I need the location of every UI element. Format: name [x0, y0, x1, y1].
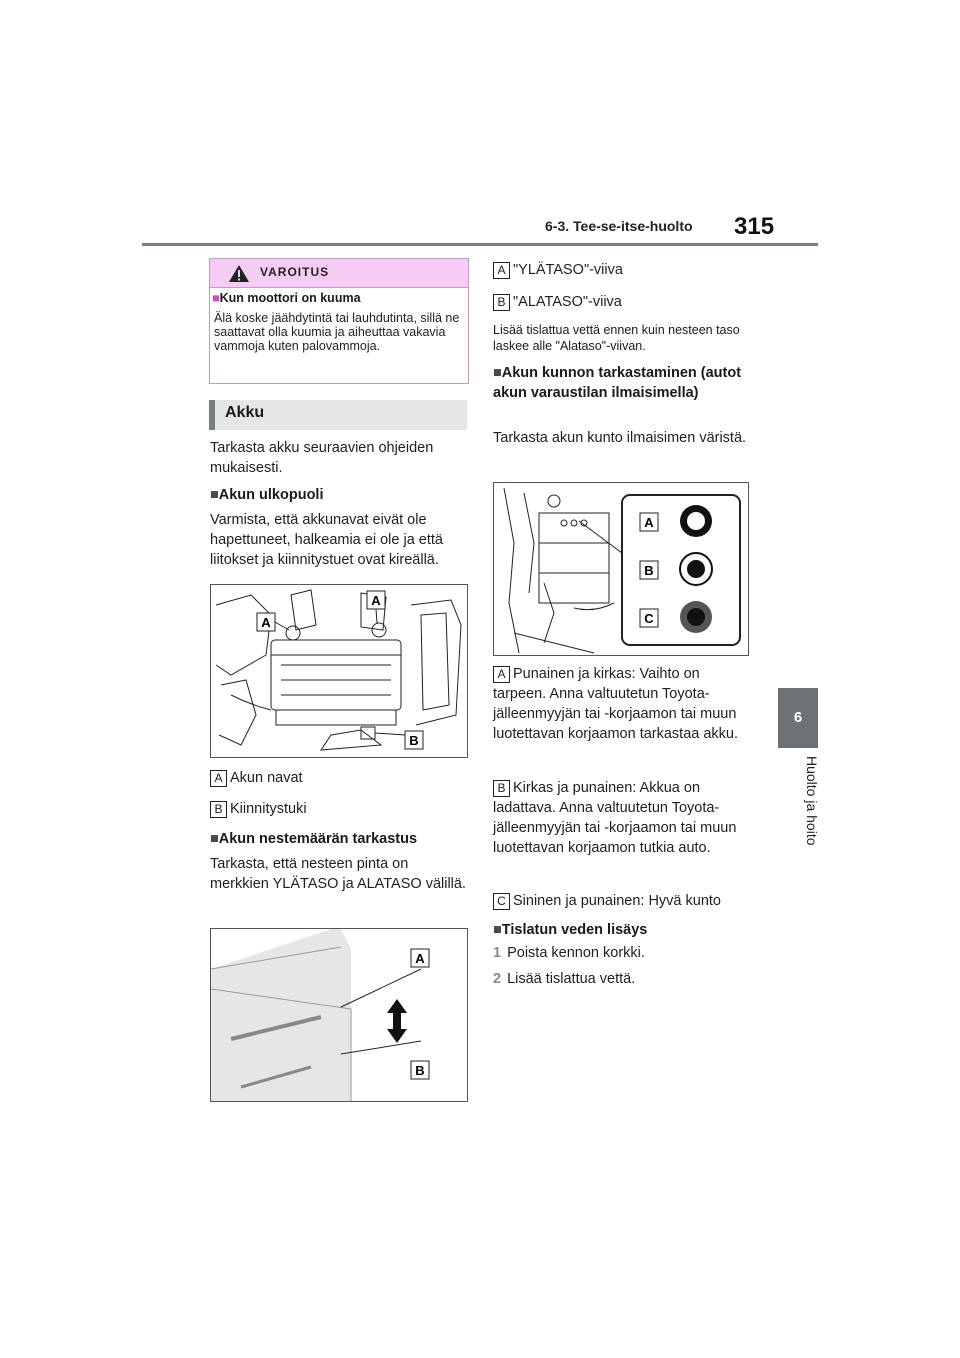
fluid-level-illustration — [211, 929, 467, 1101]
figure-label: C — [644, 611, 654, 626]
water-heading: ■Tislatun veden lisäys — [493, 922, 648, 938]
battery-figure — [210, 584, 468, 758]
figure-label: A — [261, 615, 271, 630]
legend-item: C Sininen ja punainen: Hyvä kunto — [493, 891, 755, 911]
chapter-tab: 6 — [778, 688, 818, 748]
bullet-square-icon: ■ — [493, 922, 502, 938]
warning-triangle-icon — [228, 264, 250, 283]
legend-key: C — [493, 893, 510, 910]
figure-label: B — [415, 1063, 425, 1078]
legend-item: A Punainen ja kirkas: Vaihto on tarpeen. Anna valtuutetun Toyota-jälleenmyyjän tai -korjaamon tai muun luotettavan korjaamon tarkastaa akku. — [493, 666, 739, 742]
fluid-note: Lisää tislattua vettä ennen kuin nesteen taso laskee alle "Alataso"-viivan. — [493, 323, 740, 353]
section-title: 6-3. Tee-se-itse-huolto — [545, 218, 693, 234]
warning-subheading: ■Kun moottori on kuuma — [212, 291, 361, 305]
legend-item: B Kiinnitystuki — [210, 799, 468, 819]
figure-label: B — [409, 733, 419, 748]
legend-item: B "ALATASO"-viiva — [493, 292, 753, 312]
figure-label: B — [644, 563, 654, 578]
legend-key: A — [493, 262, 510, 279]
figure-label: A — [644, 515, 654, 530]
indicator-a-icon — [680, 505, 712, 537]
fluid-level-figure — [210, 928, 468, 1102]
legend-key: B — [493, 780, 510, 797]
condition-text: Tarkasta akun kunto ilmaisimen väristä. — [493, 430, 747, 446]
step-item: 1 Poista kennon korkki. — [493, 945, 645, 961]
condition-heading: ■Akun kunnon tarkastaminen (autot akun varaustilan ilmaisimella) — [493, 365, 742, 401]
battery-illustration — [211, 585, 467, 757]
fluid-text: Tarkasta, että nesteen pinta on merkkien YLÄTASO ja ALATASO välillä. — [210, 856, 466, 892]
bullet-square-icon: ■ — [493, 365, 502, 381]
bullet-square-icon: ■ — [212, 291, 220, 305]
warning-label: VAROITUS — [260, 265, 330, 279]
exterior-heading: ■Akun ulkopuoli — [210, 487, 324, 503]
warning-box — [209, 258, 469, 384]
figure-label: A — [415, 951, 425, 966]
bullet-square-icon: ■ — [210, 831, 219, 847]
header-divider — [142, 243, 818, 246]
page-number: 315 — [734, 213, 775, 240]
indicator-c-icon — [680, 601, 712, 633]
figure-label: A — [371, 593, 381, 608]
legend-key: B — [493, 294, 510, 311]
fluid-heading: ■Akun nestemäärän tarkastus — [210, 831, 418, 847]
section-header-title: Akku — [225, 404, 265, 421]
legend-key: A — [493, 666, 510, 683]
bullet-square-icon: ■ — [210, 487, 219, 503]
section-header — [209, 400, 467, 430]
chapter-title: Huolto ja hoito — [804, 756, 820, 846]
legend-item: A Akun navat — [210, 768, 468, 788]
intro-text: Tarkasta akku seuraavien ohjeiden mukaisesti. — [210, 440, 434, 476]
legend-key: B — [210, 801, 227, 818]
legend-key: A — [210, 770, 227, 787]
indicator-b-icon — [680, 553, 712, 585]
step-item: 2 Lisää tislattua vettä. — [493, 971, 636, 987]
legend-item: A "YLÄTASO"-viiva — [493, 260, 753, 280]
warning-header — [210, 259, 468, 288]
exterior-text: Varmista, että akkunavat eivät ole hapettuneet, halkeamia ei ole ja että liitokset ja kiinnitystuet ovat kireällä. — [210, 512, 443, 568]
indicator-figure — [493, 482, 749, 656]
indicator-illustration — [494, 483, 748, 655]
warning-body: Älä koske jäähdytintä tai lauhdutinta, sillä ne saattavat olla kuumia ja aiheuttaa vakavia vammoja kuten palovammoja. — [214, 311, 460, 353]
legend-item: B Kirkas ja punainen: Akkua on ladattava. Anna valtuutetun Toyota-jälleenmyyjän tai -korjaamon tai muun luotettavan korjaamon tutkia auto. — [493, 780, 737, 856]
